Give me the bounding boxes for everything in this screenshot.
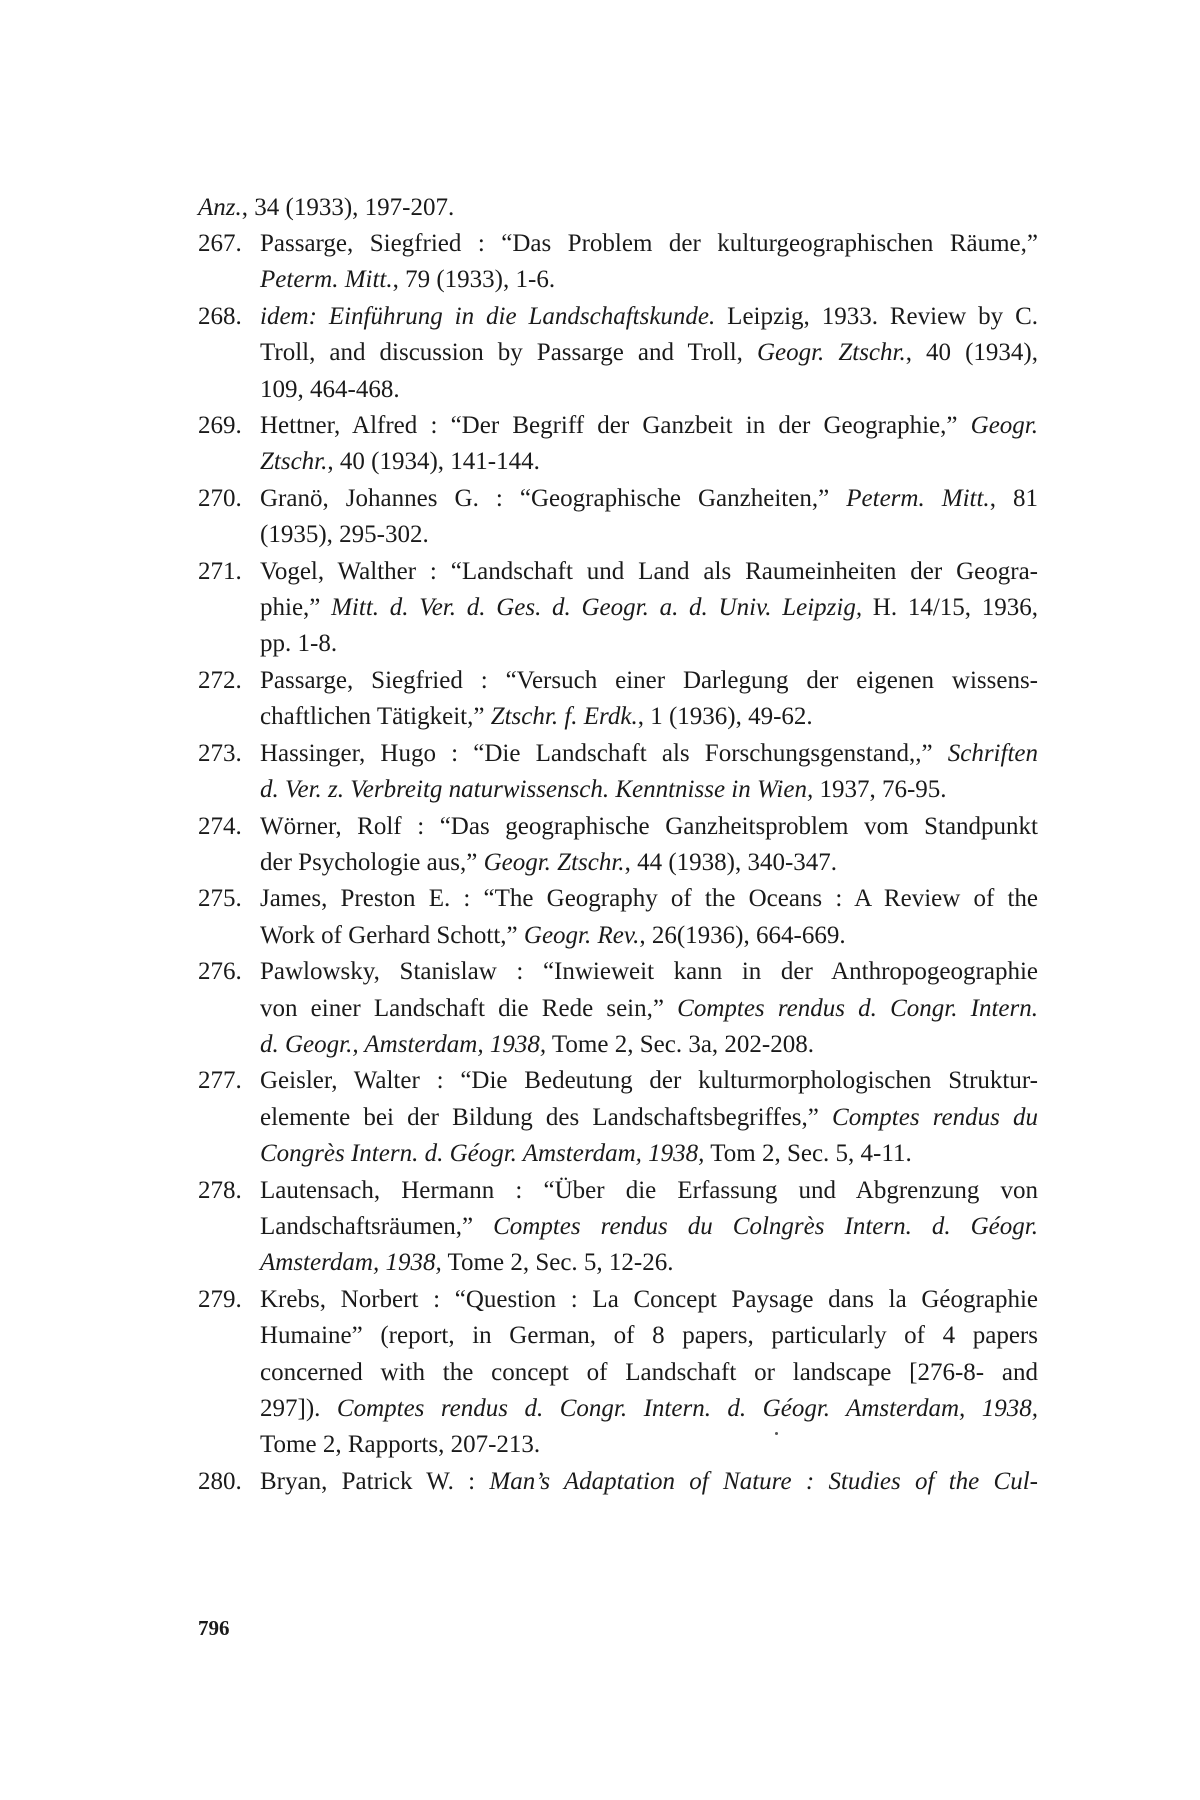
reference-number: 275. — [198, 885, 242, 913]
text-run: James, Preston E. : “The Geography of the Oceans : A Review of the — [260, 885, 1038, 913]
italic-text: Schriften — [947, 739, 1038, 767]
reference-body — [198, 881, 1038, 954]
text-run: Wörner, Rolf : “Das geographische Ganzheitsproblem vom Standpunkt — [260, 812, 1038, 840]
reference-number: 274. — [198, 812, 242, 840]
reference-line — [260, 918, 1038, 954]
reference-number: 269. — [198, 412, 242, 440]
continuation-line — [198, 190, 1038, 226]
text-run: Humaine” (report, in German, of 8 papers, particularly of 4 papers — [260, 1322, 1038, 1350]
text-run: Hettner, Alfred : “Der Begriff der Ganzbeit in der Geographie,” — [260, 412, 971, 440]
text-run: , 1 (1936), 49-62. — [637, 703, 813, 731]
reference-line — [260, 1100, 1038, 1136]
reference-line — [260, 1464, 1038, 1500]
italic-text: Geogr. Ztschr. — [756, 339, 906, 367]
italic-text: Ztschr. — [260, 448, 328, 476]
reference-line — [260, 954, 1038, 990]
text-run: Tom 2, Sec. 5, 4-11. — [704, 1140, 912, 1168]
reference-number: 267. — [198, 230, 242, 257]
italic-text: Mitt. d. Ver. d. Ges. d. Geogr. a. d. Univ. Leipzig, — [331, 594, 863, 622]
reference-body — [198, 809, 1038, 882]
text-run: Tome 2, Rapports, 207-213. — [260, 1431, 541, 1459]
reference-body — [198, 299, 1038, 408]
italic-text: Amsterdam, 1938, — [260, 1249, 442, 1277]
reference-entry — [198, 1063, 1038, 1172]
reference-entry — [198, 881, 1038, 954]
text-run: Lautensach, Hermann : “Über die Erfassung und Abgrenzung von — [260, 1176, 1038, 1204]
reference-body — [198, 226, 1038, 299]
reference-line — [260, 554, 1038, 590]
reference-entry — [198, 663, 1038, 736]
reference-line — [260, 408, 1038, 444]
reference-line — [260, 1427, 1038, 1463]
text-run: phie,” — [260, 594, 332, 622]
reference-line — [198, 190, 1038, 226]
text-run: Hassinger, Hugo : “Die Landschaft als Forschungsgenstand,,” — [260, 739, 948, 767]
text-run: Tome 2, Sec. 5, 12-26. — [441, 1249, 674, 1277]
text-run: (1935), 295-302. — [260, 521, 429, 549]
text-run: Troll, and discussion by Passarge and Troll, — [260, 339, 757, 367]
text-run: 1937, 76-95. — [813, 776, 947, 804]
reference-line — [260, 809, 1038, 845]
reference-line — [260, 626, 1038, 662]
italic-text: idem: Einführung in die Landschaftskunde. — [260, 302, 716, 330]
reference-entry — [198, 1282, 1038, 1464]
reference-line — [260, 1318, 1038, 1354]
italic-text: Comptes rendus d. Congr. Intern. d. Géogr. Amsterdam, 1938, — [336, 1395, 1038, 1422]
italic-text: Geogr. — [970, 412, 1038, 440]
reference-entry — [198, 1464, 1038, 1500]
reference-line — [260, 845, 1038, 881]
italic-text: Geogr. Ztschr. — [483, 848, 625, 876]
reference-line — [260, 262, 1038, 298]
reference-entry — [198, 554, 1038, 663]
text-run: , 44 (1938), 340-347. — [624, 848, 838, 876]
reference-body — [198, 408, 1038, 481]
reference-line — [260, 1282, 1038, 1318]
text-run: , 79 (1933), 1-6. — [392, 266, 556, 294]
reference-line — [260, 1245, 1038, 1281]
italic-text: Geogr. Rev. — [523, 921, 640, 949]
reference-body — [198, 554, 1038, 663]
reference-number: 276. — [198, 958, 242, 986]
text-run: , 40 (1934), — [905, 339, 1038, 367]
reference-body — [198, 481, 1038, 554]
text-run: H. 14/15, 1936, — [862, 594, 1038, 622]
text-run: Work of Gerhard Schott,” — [260, 921, 524, 949]
text-run: der Psychologie aus,” — [260, 848, 484, 876]
reference-body — [198, 736, 1038, 809]
italic-text: d. Ver. z. Verbreitg naturwissensch. Kenntnisse in Wien, — [260, 776, 814, 804]
reference-number: 272. — [198, 666, 242, 694]
stray-mark — [775, 1432, 778, 1435]
text-run: Leipzig, 1933. Review by C. — [715, 302, 1038, 330]
reference-line — [260, 335, 1038, 371]
text-run: elemente bei der Bildung des Landschaftsbegriffes,” — [260, 1103, 833, 1131]
reference-entry — [198, 226, 1038, 299]
reference-line — [260, 881, 1038, 917]
text-run: Passarge, Siegfried : “Versuch einer Darlegung der eigenen wissens- — [260, 666, 1038, 694]
reference-line — [260, 991, 1038, 1027]
reference-line — [260, 1027, 1038, 1063]
text-run: Geisler, Walter : “Die Bedeutung der kulturmorphologischen Struktur- — [260, 1067, 1038, 1095]
text-run: , 81 — [989, 484, 1039, 512]
page-number: 796 — [198, 1616, 230, 1640]
reference-body — [198, 1173, 1038, 1282]
reference-line — [260, 1063, 1038, 1099]
text-run: Granö, Johannes G. : “Geographische Ganzheiten,” — [260, 484, 847, 512]
reference-list — [198, 226, 1038, 1500]
reference-line — [260, 699, 1038, 735]
text-run: concerned with the concept of Landschaft or landscape [276-8- and — [260, 1358, 1038, 1386]
text-run: Landschaftsräumen,” — [260, 1212, 494, 1240]
reference-number: 270. — [198, 484, 242, 512]
italic-text: Comptes rendus du — [832, 1103, 1038, 1131]
text-run: Passarge, Siegfried : “Das Problem der kulturgeographischen Räume,” — [260, 230, 1038, 257]
text-run: , 34 (1933), 197-207. — [241, 194, 455, 221]
reference-line — [260, 1136, 1038, 1172]
reference-number: 279. — [198, 1285, 242, 1313]
text-run: Bryan, Patrick W. : — [260, 1467, 490, 1495]
text-run: Pawlowsky, Stanislaw : “Inwieweit kann in der Anthropogeographie — [260, 958, 1038, 986]
italic-text: Man’s Adaptation of Nature : Studies of the Cul- — [489, 1467, 1038, 1495]
reference-line — [260, 226, 1038, 262]
reference-line — [260, 481, 1038, 517]
reference-line — [260, 372, 1038, 408]
reference-line — [260, 1391, 1038, 1427]
reference-body — [198, 954, 1038, 1063]
reference-line — [260, 1355, 1038, 1391]
reference-body — [198, 1282, 1038, 1464]
reference-entry — [198, 1173, 1038, 1282]
reference-line — [260, 517, 1038, 553]
reference-number: 271. — [198, 557, 242, 585]
reference-number: 273. — [198, 739, 242, 767]
text-run: Tome 2, Sec. 3a, 202-208. — [546, 1030, 814, 1058]
reference-line — [260, 663, 1038, 699]
text-run: Vogel, Walther : “Landschaft und Land als Raumeinheiten der Geogra- — [260, 557, 1038, 585]
italic-text: Ztschr. f. Erdk. — [490, 703, 638, 731]
italic-text: Anz. — [198, 194, 242, 221]
reference-entry — [198, 954, 1038, 1063]
italic-text: Congrès Intern. d. Géogr. Amsterdam, 1938, — [260, 1140, 705, 1168]
reference-entry — [198, 299, 1038, 408]
reference-number: 278. — [198, 1176, 242, 1204]
text-run: 297]). — [260, 1395, 337, 1422]
italic-text: Peterm. Mitt. — [846, 484, 990, 512]
reference-number: 268. — [198, 302, 242, 330]
reference-body — [198, 663, 1038, 736]
text-run: 109, 464-468. — [260, 375, 400, 403]
italic-text: Comptes rendus d. Congr. Intern. — [677, 994, 1038, 1022]
reference-line — [260, 772, 1038, 808]
reference-entry — [198, 736, 1038, 809]
reference-entry — [198, 408, 1038, 481]
reference-body — [198, 1464, 1038, 1500]
reference-entry — [198, 481, 1038, 554]
reference-line — [260, 1209, 1038, 1245]
reference-number: 277. — [198, 1067, 242, 1095]
reference-line — [260, 590, 1038, 626]
text-run: von einer Landschaft die Rede sein,” — [260, 994, 678, 1022]
reference-line — [260, 736, 1038, 772]
reference-entry — [198, 809, 1038, 882]
text-run: chaftlichen Tätigkeit,” — [260, 703, 491, 731]
text-run: , 26(1936), 664-669. — [639, 921, 846, 949]
italic-text: Comptes rendus du Colngrès Intern. d. Géogr. — [493, 1212, 1038, 1240]
reference-body — [198, 1063, 1038, 1172]
text-run: Krebs, Norbert : “Question : La Concept Paysage dans la Géographie — [260, 1285, 1038, 1313]
text-run: , 40 (1934), 141-144. — [327, 448, 540, 476]
italic-text: d. Geogr., Amsterdam, 1938, — [260, 1030, 547, 1058]
reference-line — [260, 1173, 1038, 1209]
reference-line — [260, 444, 1038, 480]
text-run: pp. 1-8. — [260, 630, 338, 658]
reference-line — [260, 299, 1038, 335]
reference-number: 280. — [198, 1467, 242, 1495]
italic-text: Peterm. Mitt. — [260, 266, 393, 294]
